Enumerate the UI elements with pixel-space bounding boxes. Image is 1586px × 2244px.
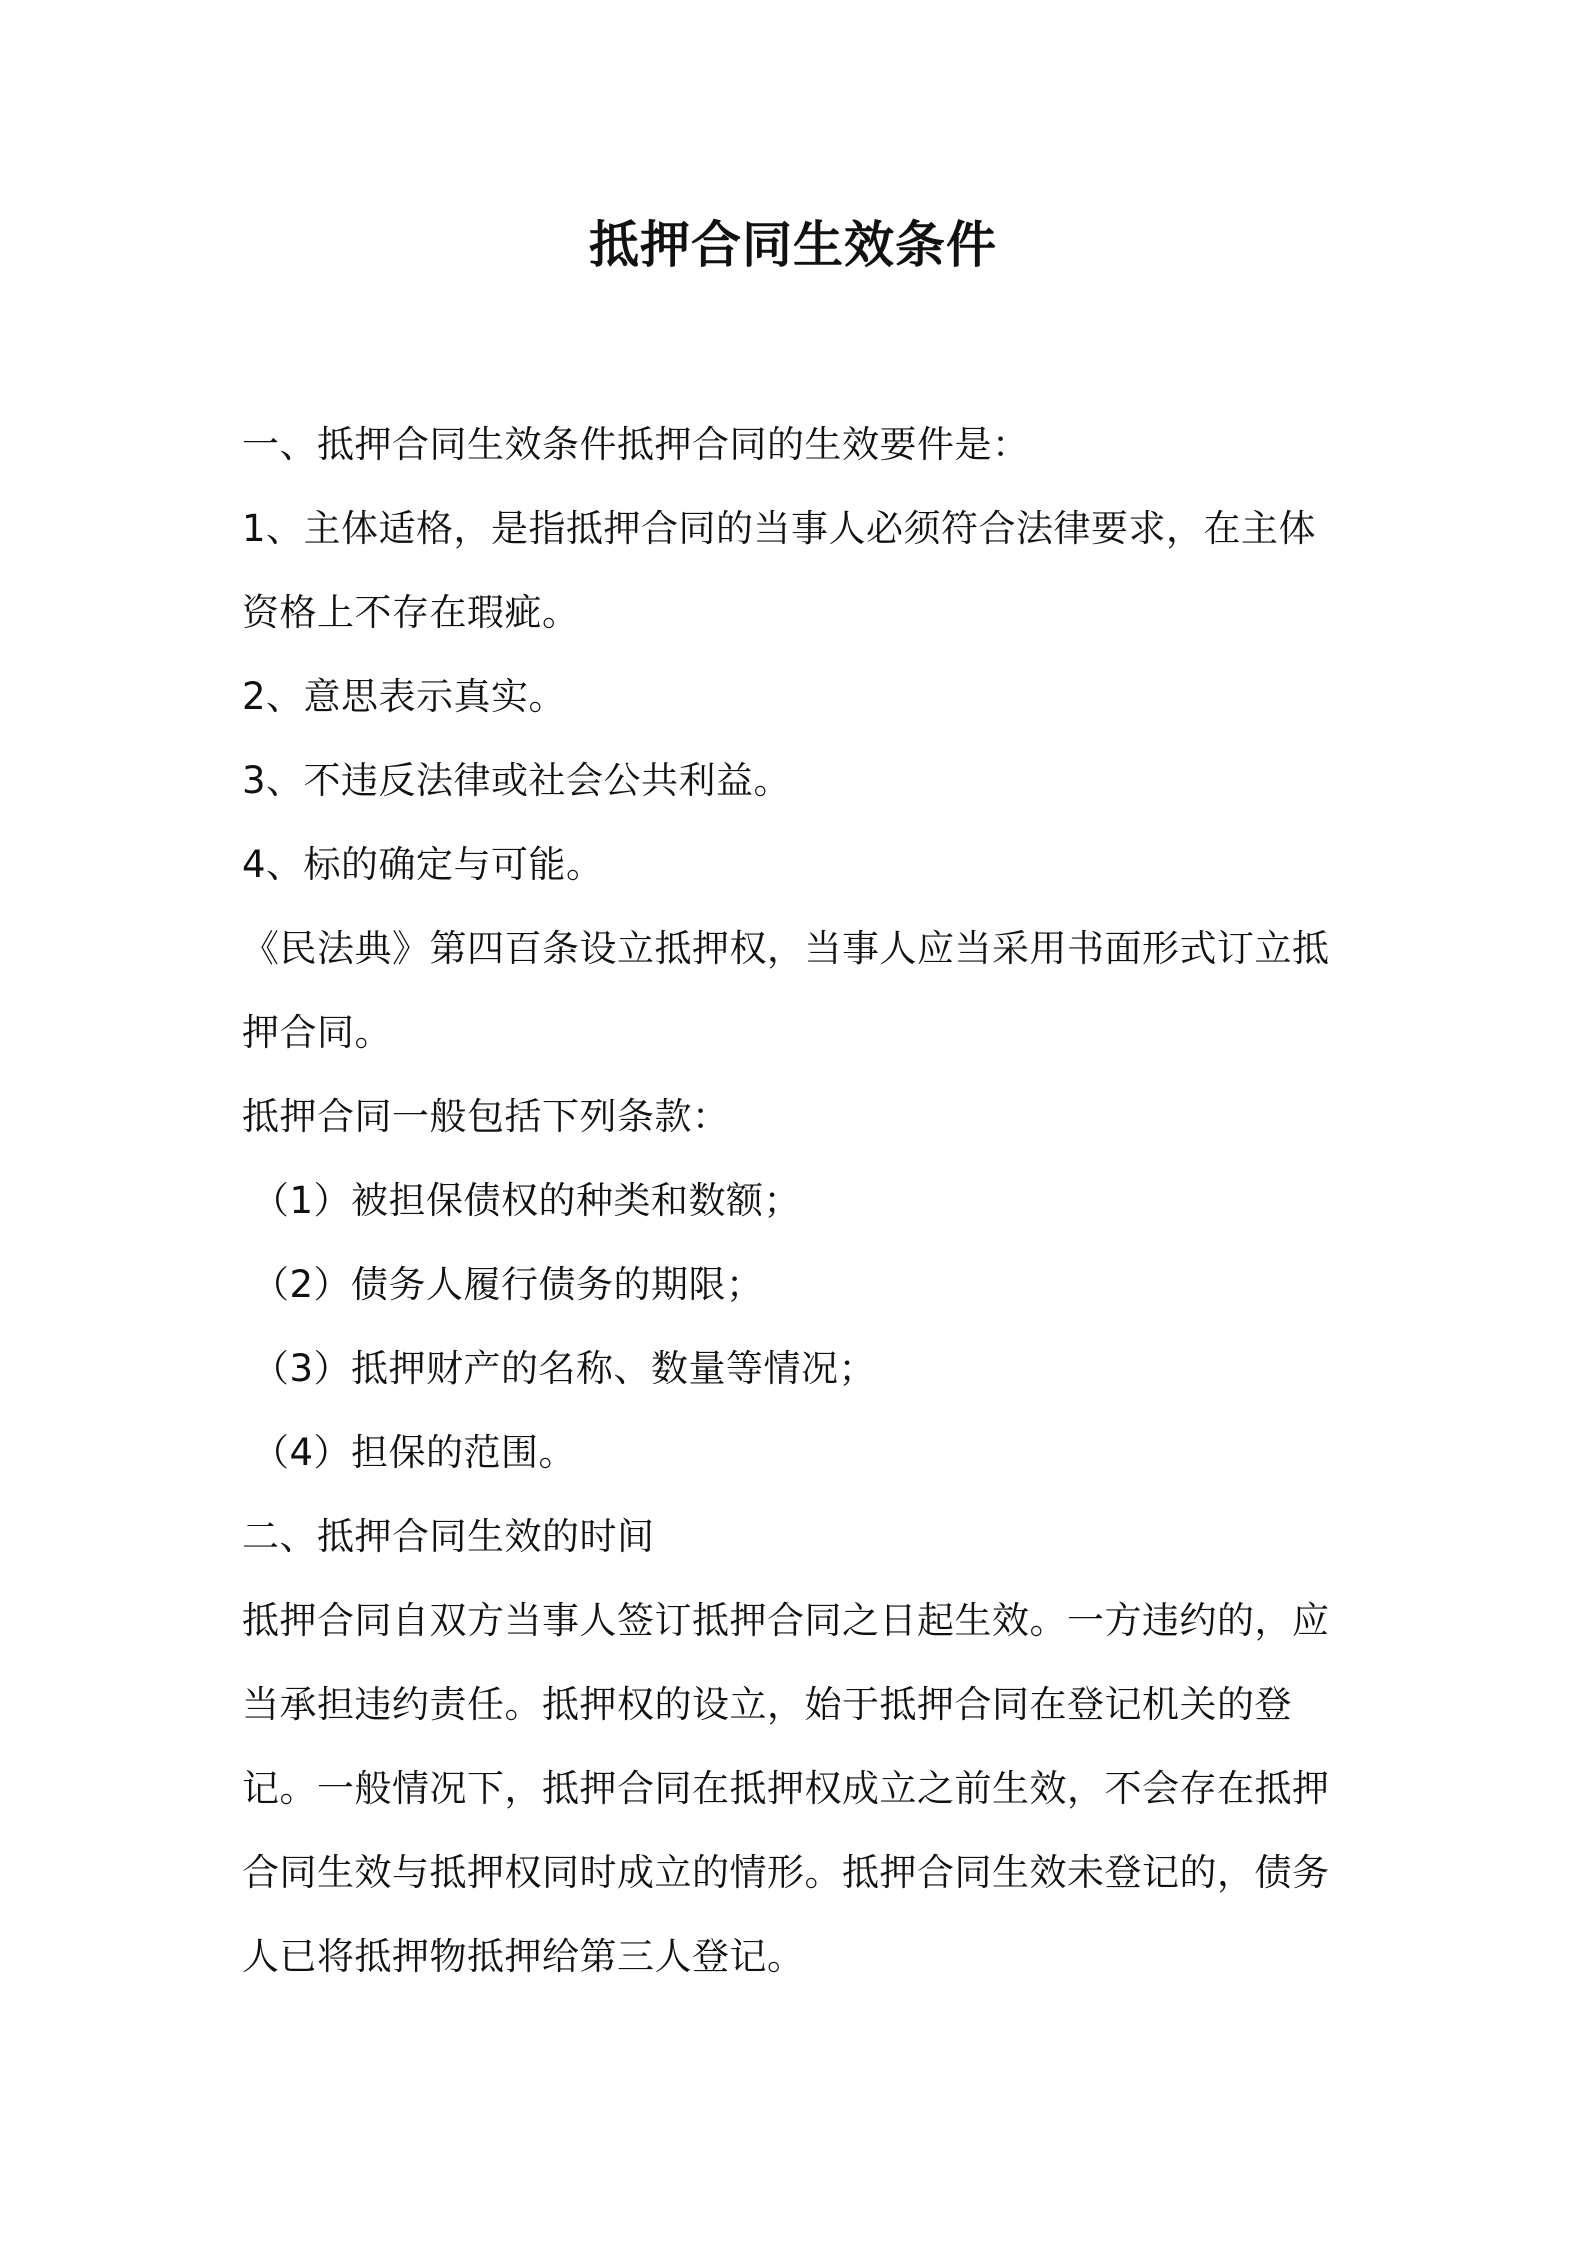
- paragraph-condition-4: 4、标的确定与可能。: [242, 843, 604, 886]
- clause-item-2: （2）债务人履行债务的期限；: [252, 1263, 764, 1306]
- section-heading-1: 一、抵押合同生效条件抵押合同的生效要件是：: [242, 423, 1030, 466]
- paragraph-effective-time: 抵押合同自双方当事人签订抵押合同之日起生效。一方违约的，应当承担违约责任。抵押权的设立，始于抵押合同在登记机关的登记。一般情况下，抵押合同在抵押权成立之前生效，不会存在抵押合同生效与抵押权同时成立的情形。抵押合同生效未登记的，债务人已将抵押物抵押给第三人登记。: [242, 1599, 1330, 1978]
- paragraph-condition-2: 2、意思表示真实。: [242, 675, 567, 718]
- clause-item-3: （3）抵押财产的名称、数量等情况；: [252, 1347, 877, 1390]
- paragraph-condition-3: 3、不违反法律或社会公共利益。: [242, 759, 792, 802]
- section-heading-2: 二、抵押合同生效的时间: [242, 1515, 655, 1558]
- clause-item-4: （4）担保的范围。: [252, 1431, 577, 1474]
- clause-item-1: （1）被担保债权的种类和数额；: [252, 1179, 802, 1222]
- paragraph-condition-1: 1、主体适格，是指抵押合同的当事人必须符合法律要求，在主体资格上不存在瑕疵。: [242, 507, 1317, 634]
- paragraph-clauses-intro: 抵押合同一般包括下列条款：: [242, 1095, 730, 1138]
- paragraph-civil-code: 《民法典》第四百条设立抵押权，当事人应当采用书面形式订立抵押合同。: [242, 927, 1330, 1054]
- document-title: 抵押合同生效条件: [589, 216, 997, 274]
- document-body: [242, 403, 1352, 1999]
